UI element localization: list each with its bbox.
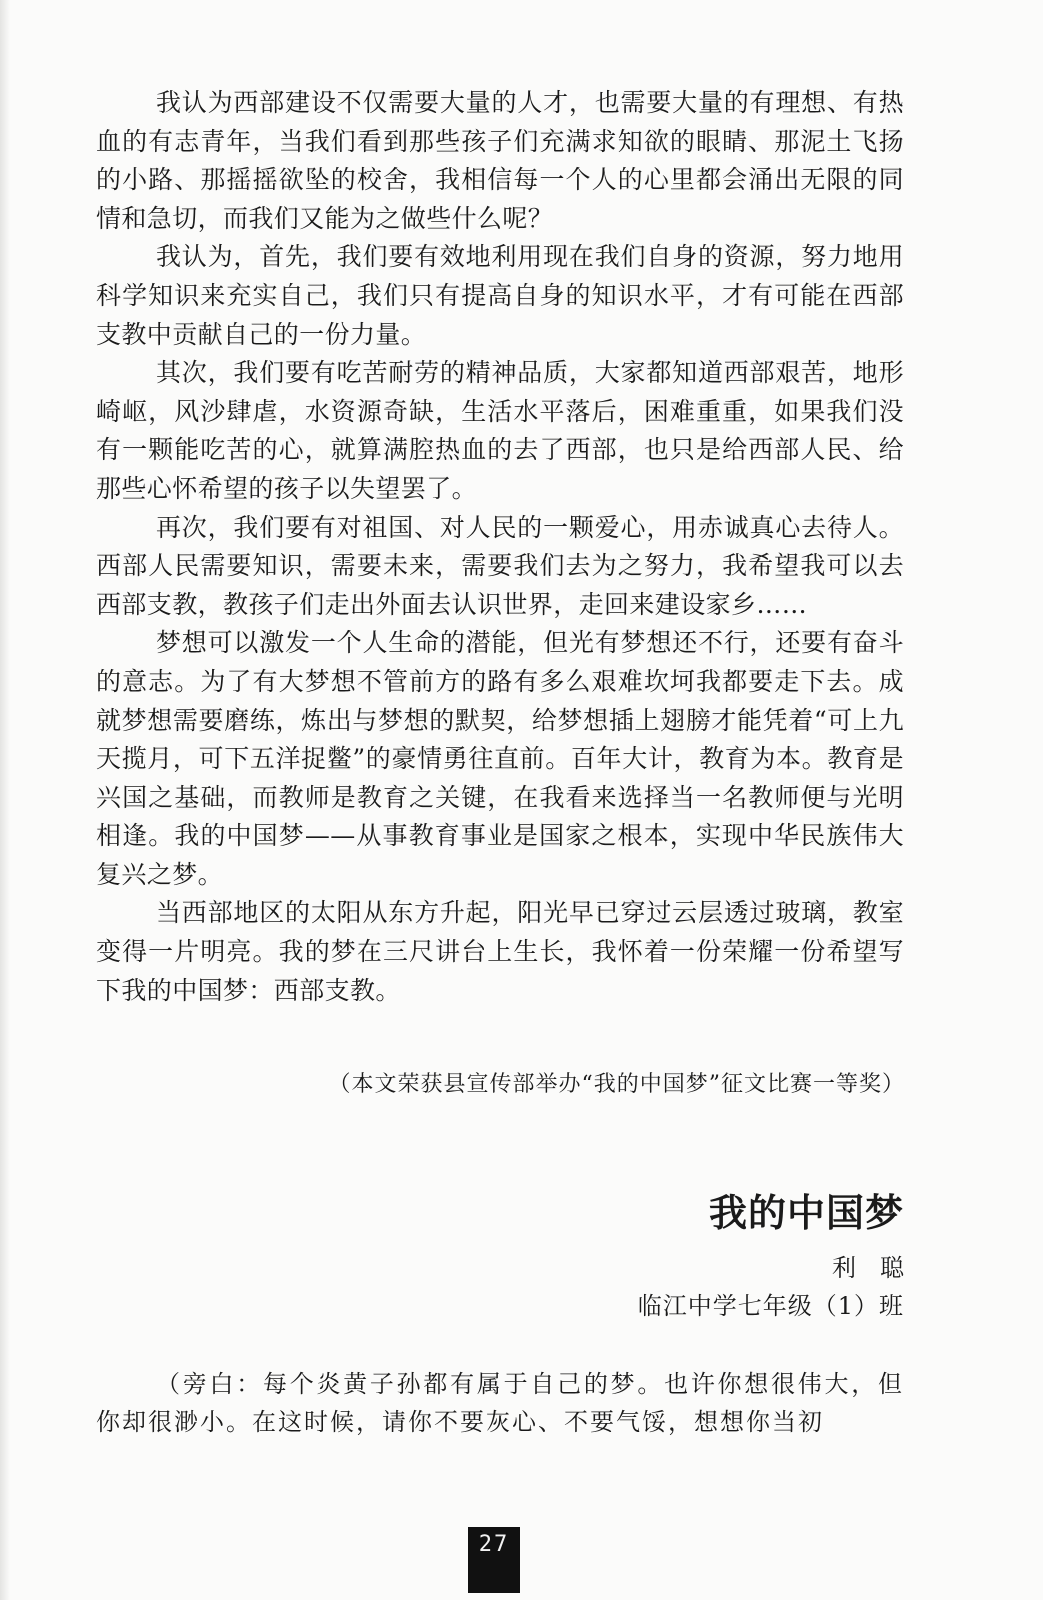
- award-note: （本文荣获县宣传部举办“我的中国梦”征文比赛一等奖）: [328, 1072, 905, 1097]
- paragraph: 我认为，首先，我们要有效地利用现在我们自身的资源，努力地用科学知识来充实自己，我们只有提高自身的知识水平，才有可能在西部支教中贡献自己的一份力量。: [96, 242, 904, 349]
- paragraph: 我认为西部建设不仅需要大量的人才，也需要大量的有理想、有热血的有志青年，当我们看到那些孩子们充满求知欲的眼睛、那泥土飞扬的小路、那摇摇欲坠的校舍，我相信每一个人的心里都会涌出无限的同情和急切，而我们又能为之做些什么呢？: [96, 88, 904, 233]
- article-title: 我的中国梦: [708, 1191, 904, 1235]
- article-body: [96, 84, 904, 1010]
- aside-paragraph: （旁白：每个炎黄子孙都有属于自己的梦。也许你想很伟大，但你却很渺小。在这时候，请你不要灰心、不要气馁，想想你当初: [96, 1370, 904, 1436]
- author-name: 利聪: [832, 1254, 928, 1282]
- paragraph: 再次，我们要有对祖国、对人民的一颗爱心，用赤诚真心去待人。西部人民需要知识，需要未来，需要我们去为之努力，我希望我可以去西部支教，教孩子们走出外面去认识世界，走回来建设家乡……: [96, 512, 904, 619]
- paragraph: 梦想可以激发一个人生命的潜能，但光有梦想还不行，还要有奋斗的意志。为了有大梦想不管前方的路有多么艰难坎坷我都要走下去。成就梦想需要磨练，炼出与梦想的默契，给梦想插上翅膀才能凭着“可上九天揽月，可下五洋捉鳖”的豪情勇往直前。百年大计，教育为本。教育是兴国之基础，而教师是教育之关键，在我看来选择当一名教师便与光明相逢。我的中国梦——从事教育事业是国家之根本，实现中华民族伟大复兴之梦。: [96, 628, 904, 889]
- page-binding-edge: [0, 0, 10, 1600]
- paragraph: 当西部地区的太阳从东方升起，阳光早已穿过云层透过玻璃，教室变得一片明亮。我的梦在三尺讲台上生长，我怀着一份荣耀一份希望写下我的中国梦：西部支教。: [96, 898, 904, 1005]
- author-school: 临江中学七年级（1）班: [637, 1292, 904, 1320]
- paragraph: 其次，我们要有吃苦耐劳的精神品质，大家都知道西部艰苦，地形崎岖，风沙肆虐，水资源奇缺，生活水平落后，困难重重，如果我们没有一颗能吃苦的心，就算满腔热血的去了西部，也只是给西部人民、给那些心怀希望的孩子以失望罢了。: [96, 358, 904, 503]
- page-number: 27: [468, 1527, 520, 1593]
